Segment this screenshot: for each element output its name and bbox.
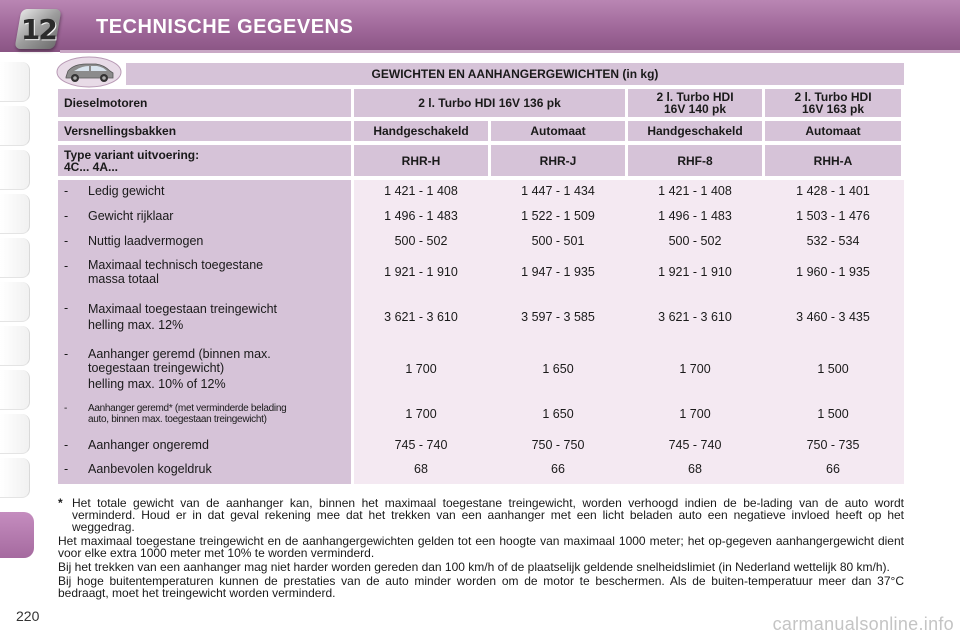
row-label-text: Aanbevolen kogeldruk <box>88 462 212 476</box>
row-value: 750 - 750 <box>531 438 585 452</box>
table-row <box>58 230 901 252</box>
row-dash: - <box>64 347 69 361</box>
table-row-engines <box>58 89 901 117</box>
row-label-text: Aanhanger geremd (binnen max. toegestaan treingewicht) <box>88 347 271 375</box>
chapter-tabs <box>0 62 44 582</box>
chapter-tab[interactable] <box>0 238 30 278</box>
row-value: 3 460 - 3 435 <box>796 310 870 324</box>
table-row <box>58 400 901 428</box>
row-label <box>58 180 351 202</box>
row-value: 68 <box>414 462 428 476</box>
row-label-sub: helling max. 12% <box>88 318 184 332</box>
row-value: 1 947 - 1 935 <box>521 265 595 279</box>
row-label-text: Maximaal toegestaan treingewicht <box>88 302 277 316</box>
row-value: 1 421 - 1 408 <box>384 184 458 198</box>
table-row-variant <box>58 145 901 176</box>
watermark: carmanualsonline.info <box>772 614 954 634</box>
table-row <box>58 458 901 480</box>
row-label <box>58 344 351 394</box>
row-dash: - <box>64 403 68 414</box>
chapter-tab-active[interactable] <box>0 512 34 558</box>
chapter-tab[interactable] <box>0 62 30 102</box>
table-row <box>58 256 901 288</box>
table-row <box>58 434 901 456</box>
row-value: 500 - 501 <box>531 234 585 248</box>
row-value: 1 700 <box>405 407 437 421</box>
gearbox-value: Handgeschakeld <box>628 121 762 141</box>
note-paragraph: Bij het trekken van een aanhanger mag niet harder worden gereden dan 100 km/h of de plaatselijk geldende snelheidslimiet (in Nederland wettelijk 80 km/h). <box>58 560 890 574</box>
engines-label: Dieselmotoren <box>58 89 351 117</box>
variant-value: RHF-8 <box>628 145 762 176</box>
row-value: 1 522 - 1 509 <box>521 209 595 223</box>
row-value: 3 621 - 3 610 <box>658 310 732 324</box>
engine-163: 2 l. Turbo HDI 16V 163 pk <box>765 89 901 117</box>
row-value: 745 - 740 <box>394 438 448 452</box>
row-label <box>58 205 351 227</box>
row-label-text: Aanhanger geremd* (met verminderde belading auto, binnen max. toegestaan treingewicht) <box>88 403 287 425</box>
row-value: 1 700 <box>405 362 437 376</box>
chapter-tab[interactable] <box>0 326 30 366</box>
engine-136: 2 l. Turbo HDI 16V 136 pk <box>354 89 625 117</box>
row-label <box>58 434 351 456</box>
row-dash: - <box>64 234 69 248</box>
table-row <box>58 205 901 227</box>
note-paragraph: Bij hoge buitentemperaturen kunnen de prestaties van de auto minder worden om de motor te beschermen. Als de buiten-temperatuur meer dan 37°C bedraagt, moet het treingewicht worden verminderd. <box>58 574 904 600</box>
row-value: 750 - 735 <box>806 438 860 452</box>
row-value: 3 621 - 3 610 <box>384 310 458 324</box>
gearbox-value: Automaat <box>491 121 625 141</box>
row-value: 500 - 502 <box>394 234 448 248</box>
chapter-tab[interactable] <box>0 282 30 322</box>
table-caption: GEWICHTEN EN AANHANGERGEWICHTEN (in kg) <box>126 63 904 85</box>
chapter-tab[interactable] <box>0 458 30 498</box>
row-label-text: Ledig gewicht <box>88 184 165 198</box>
variant-value: RHR-H <box>354 145 488 176</box>
row-value: 500 - 502 <box>668 234 722 248</box>
row-dash: - <box>64 259 69 273</box>
chapter-badge[interactable] <box>14 9 61 49</box>
car-icon <box>56 56 122 88</box>
row-label <box>58 298 351 336</box>
row-value: 1 700 <box>679 407 711 421</box>
table-row <box>58 344 901 394</box>
row-value: 66 <box>551 462 565 476</box>
footnote <box>58 497 904 533</box>
row-label <box>58 458 351 480</box>
row-value: 1 503 - 1 476 <box>796 209 870 223</box>
row-label <box>58 400 351 428</box>
row-label-sub: helling max. 10% of 12% <box>88 377 226 391</box>
row-value: 1 496 - 1 483 <box>658 209 732 223</box>
row-value: 1 700 <box>679 362 711 376</box>
footnote-star: * <box>58 496 63 510</box>
row-value: 66 <box>826 462 840 476</box>
row-value: 1 500 <box>817 362 849 376</box>
variant-value: RHR-J <box>491 145 625 176</box>
row-value: 745 - 740 <box>668 438 722 452</box>
row-value: 1 421 - 1 408 <box>658 184 732 198</box>
page-title: TECHNISCHE GEGEVENS <box>96 16 354 38</box>
engine-140: 2 l. Turbo HDI 16V 140 pk <box>628 89 762 117</box>
row-label-text: Aanhanger ongeremd <box>88 438 209 452</box>
chapter-number: 12 <box>20 12 56 46</box>
table-row <box>58 180 901 202</box>
row-dash: - <box>64 301 69 315</box>
row-dash: - <box>64 209 69 223</box>
row-value: 1 428 - 1 401 <box>796 184 870 198</box>
row-dash: - <box>64 438 69 452</box>
row-value: 3 597 - 3 585 <box>521 310 595 324</box>
row-value: 68 <box>688 462 702 476</box>
chapter-tab[interactable] <box>0 414 30 454</box>
table-row-gearbox <box>58 121 901 141</box>
chapter-tab[interactable] <box>0 150 30 190</box>
row-value: 1 960 - 1 935 <box>796 265 870 279</box>
row-value: 1 921 - 1 910 <box>384 265 458 279</box>
page-number: 220 <box>16 608 40 624</box>
gearbox-value: Handgeschakeld <box>354 121 488 141</box>
variant-value: RHH-A <box>765 145 901 176</box>
chapter-tab[interactable] <box>0 106 30 146</box>
row-value: 1 921 - 1 910 <box>658 265 732 279</box>
notes-section <box>58 497 904 599</box>
gearbox-label: Versnellingsbakken <box>58 121 351 141</box>
chapter-tab[interactable] <box>0 194 30 234</box>
row-value: 1 496 - 1 483 <box>384 209 458 223</box>
row-dash: - <box>64 184 69 198</box>
row-label-text: Nuttig laadvermogen <box>88 234 204 248</box>
row-value: 1 650 <box>542 407 574 421</box>
header-underline <box>60 50 960 53</box>
row-value: 1 447 - 1 434 <box>521 184 595 198</box>
gearbox-value: Automaat <box>765 121 901 141</box>
row-value: 1 650 <box>542 362 574 376</box>
footnote-text: Het totale gewicht van de aanhanger kan, binnen het maximaal toegestane treingewicht, worden verhoogd indien de be-lading van de auto wordt verminderd. Houd er in dat geval rekening mee dat het trekken van een aanhanger met een licht beladen auto een negatieve invloed heeft op het weggedrag. <box>72 496 904 534</box>
row-dash: - <box>64 462 69 476</box>
row-value: 532 - 534 <box>806 234 860 248</box>
row-label <box>58 230 351 252</box>
table-row <box>58 298 901 336</box>
variant-label: Type variant uitvoering: 4C... 4A... <box>58 145 351 176</box>
note-paragraph: Het maximaal toegestane treingewicht en de aanhangergewichten gelden tot een hoogte van maximaal 1000 meter; het op-gegeven aanhangergewicht dient voor elke extra 1000 meter met 10% te worden verminderd. <box>58 534 904 560</box>
chapter-tab[interactable] <box>0 370 30 410</box>
row-value: 1 500 <box>817 407 849 421</box>
row-label-text: Maximaal technisch toegestane massa totaal <box>88 258 264 286</box>
row-label <box>58 256 351 288</box>
row-label-text: Gewicht rijklaar <box>88 209 174 223</box>
